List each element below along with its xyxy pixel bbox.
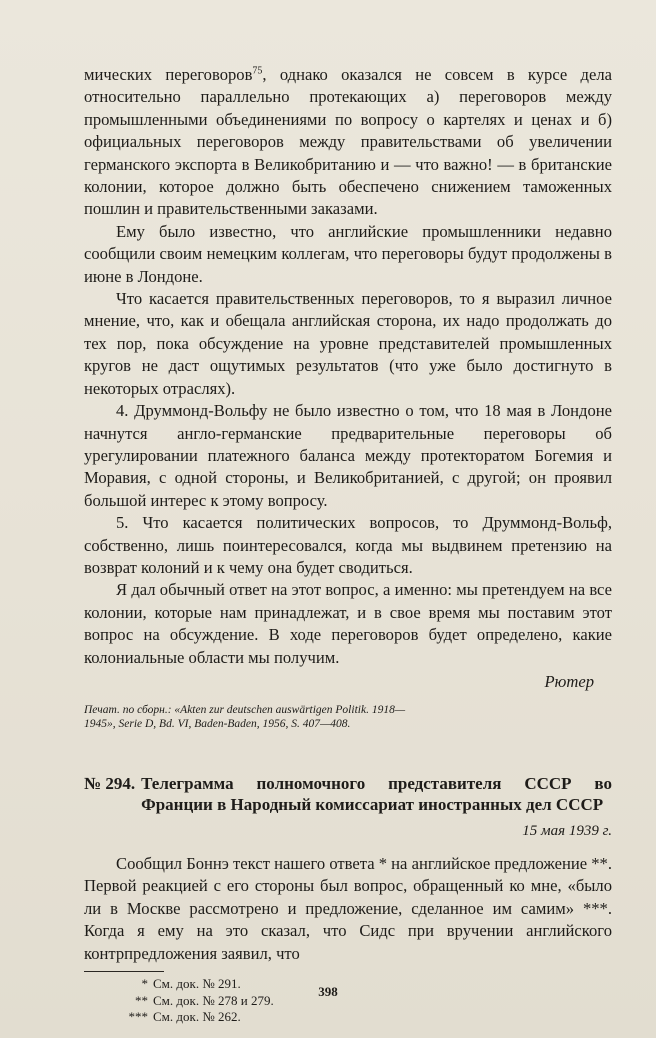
paragraph: Я дал обычный ответ на этот вопрос, а именно: мы претендуем на все колонии, которые нам принадлежат, и в свое время мы поставим этот вопрос на обсуждение. В ходе переговоров будет определено, какие колониальные области мы получим. [84,580,612,667]
paragraph: 5. Что касается политических вопросов, то Друммонд-Вольф, собственно, лишь поинтересовался, когда мы выдвинем претензию на возврат колоний и к чему она будет сводиться. [84,513,612,577]
text-column [84,64,612,1026]
document-number: № 294. [84,773,136,793]
footnote-mark: * [141,976,148,991]
page-number: 398 [318,984,338,999]
paragraph-rest: , однако оказался не совсем в курсе дела относительно параллельно протекающих а) переговоров между промышленными объединениями по вопросу о картелях и ценах и б) официальных переговоров между правительствами об увеличении германского экспорта в Великобританию и — что важно! — в британские колонии, которое должно быть обеспечено снижением таможенных пошлин и правительственными заказами. [84,65,612,219]
paragraph-start: мических переговоров [84,65,253,84]
footnote-text: См. док. № 291. [153,976,241,991]
footnote-text: См. док. № 262. [153,1009,241,1024]
footnote [84,1009,612,1026]
footnote-divider [84,971,164,972]
paragraph-continued [84,64,612,221]
source-note: Печат. по сборн.: «Akten zur deutschen auswärtigen Politik. 1918—1945», Serie D, Bd. VI, Baden-Baden, 1956, S. 407—408. [84,703,406,730]
document-heading [84,773,612,815]
footnote-mark: *** [128,1009,148,1024]
paragraph: 4. Друммонд-Вольфу не было известно о том, что 18 мая в Лондоне начнутся англо-германские предварительные переговоры об урегулировании платежного баланса между протекторатом Богемия и Моравия, с одной стороны, и Великобританией, с другой; он проявил большой интерес к этому вопросу. [84,401,612,510]
reference-superscript: 75 [252,65,263,77]
document-text: Сообщил Боннэ текст нашего ответа * на английское предложение **. Первой реакцией с его стороны был вопрос, обращенный ко мне, «было ли в Москве рассмотрено и предложение, сделанное им самим» ***. Когда я ему на это сказал, что Сидс при вручении английского контрпредложения заявил, что [84,853,612,963]
document-date: 15 мая 1939 г. [522,822,612,839]
paragraph: Что касается правительственных переговоров, то я выразил личное мнение, что, как и обещала английская сторона, их надо продолжать до тех пор, пока обсуждение на уровне представителей промышленных кругов не даст ощутимых результатов (что уже было достигнуто в некоторых отраслях). [84,289,612,398]
document-title: Телеграмма полномочного представителя СССР во Франции в Народный комиссариат иностранных дел СССР [141,773,612,814]
footnote-mark: ** [135,992,148,1008]
footnote-text: См. док. № 278 и 279. [153,992,274,1008]
signature: Рютер [544,671,594,691]
paragraph: Ему было известно, что английские промышленники недавно сообщили своим немецким коллегам, что переговоры будут продолжены в июне в Лондоне. [84,221,612,286]
